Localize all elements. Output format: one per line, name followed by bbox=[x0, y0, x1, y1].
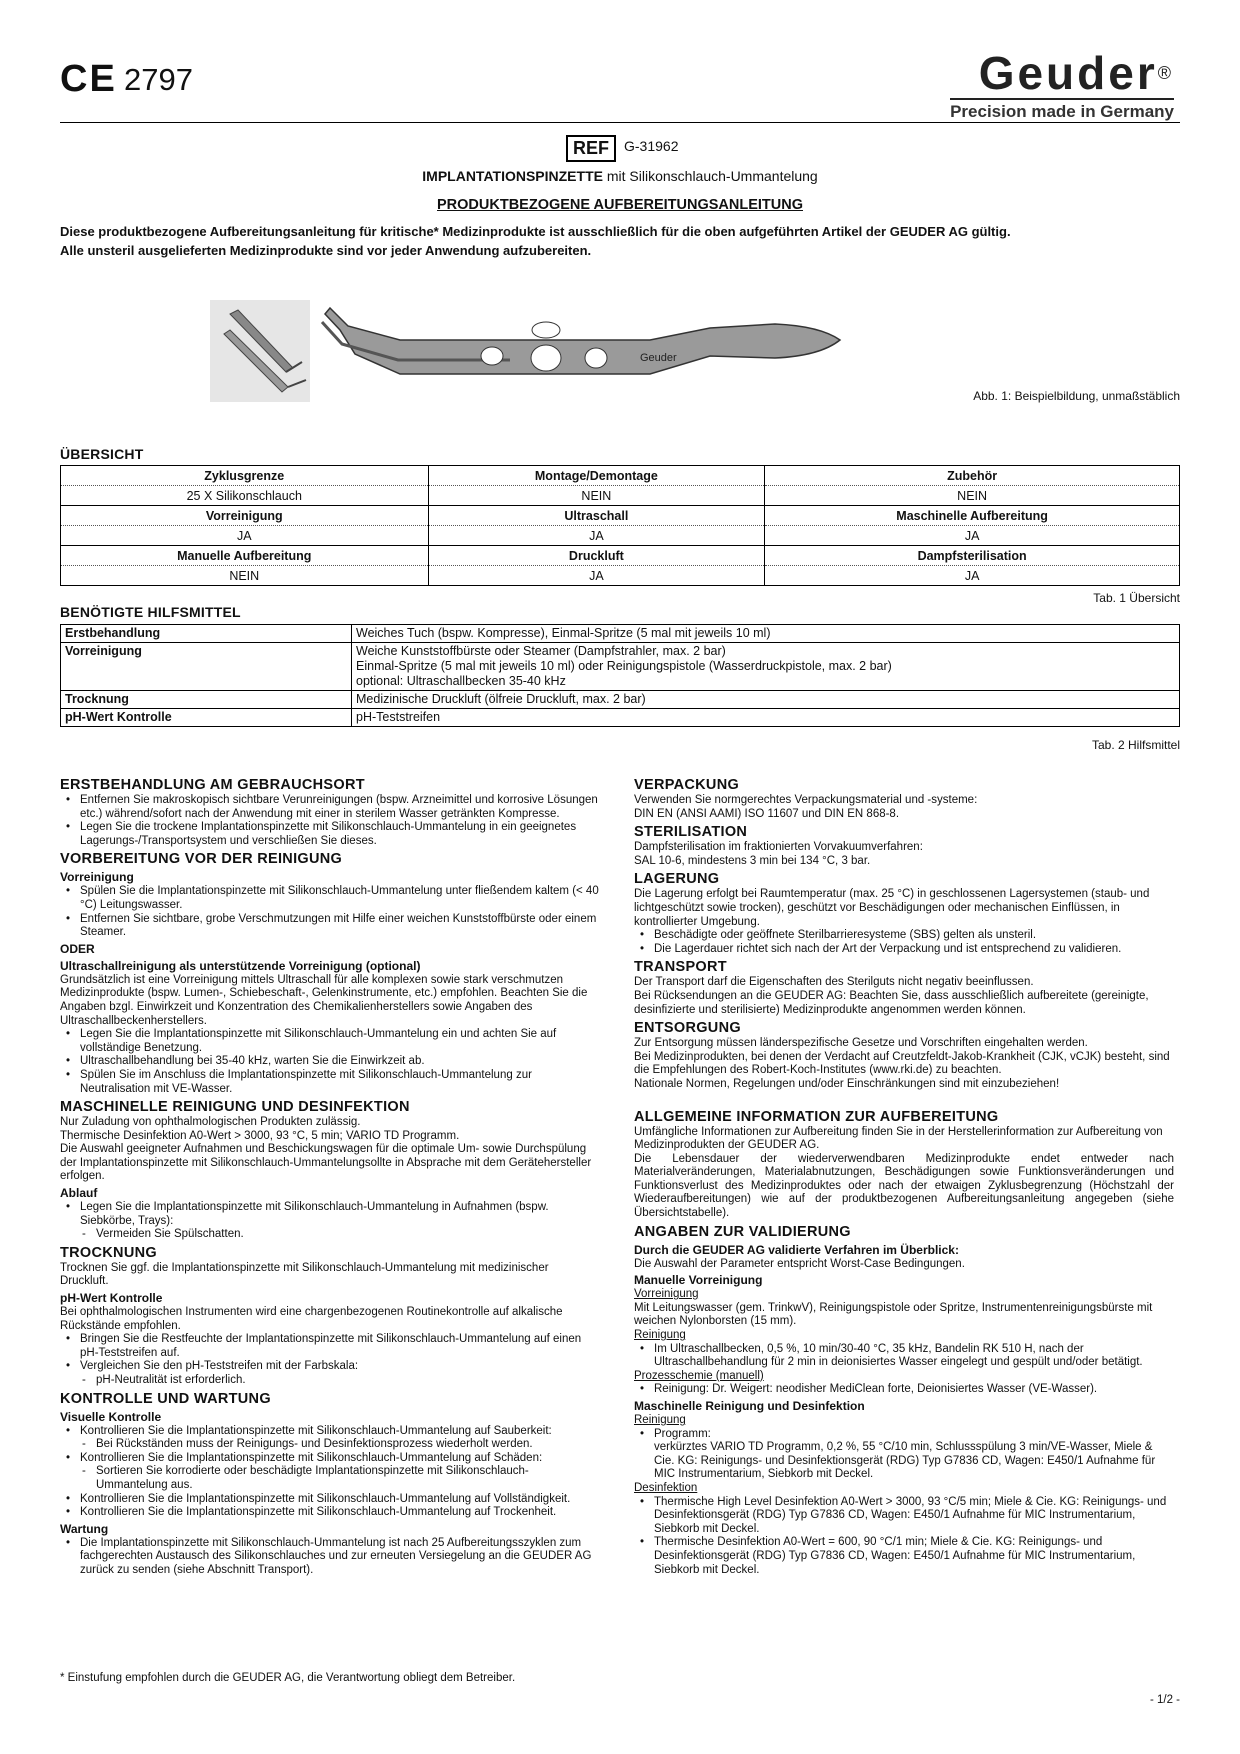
notified-body-number: 2797 bbox=[124, 62, 193, 97]
paragraph: Umfängliche Informationen zur Aufbereitung finden Sie in der Herstellerinformation zur Aufbereitung von Medizinprodukten der GEUDER AG. bbox=[634, 1125, 1163, 1152]
table-head: Zubehör bbox=[765, 466, 1180, 486]
section-title: TRANSPORT bbox=[634, 959, 727, 976]
paragraph: Mit Leitungswasser (gem. TrinkwV), Reinigungspistole oder Spritze, Instrumentenreinigungsbürste mit weichen Nylonborsten (15 mm). bbox=[634, 1301, 1153, 1328]
table-cell: JA bbox=[765, 526, 1180, 546]
bullet-list bbox=[60, 1493, 600, 1520]
subsection-title: Maschinelle Reinigung und Desinfektion bbox=[634, 1399, 865, 1413]
page-number: - 1/2 - bbox=[1149, 1694, 1180, 1706]
overview-table bbox=[60, 465, 1180, 586]
list-item: - Bei Rückständen muss der Reinigungs- und Desinfektionsprozess wiederholt werden. bbox=[96, 1438, 600, 1452]
product-name-rest: mit Silikonschlauch-Ummantelung bbox=[602, 168, 818, 184]
list-item-label: Programm: bbox=[654, 1427, 711, 1440]
left-column bbox=[60, 774, 600, 1578]
product-name bbox=[0, 168, 1240, 184]
section-title: KONTROLLE UND WARTUNG bbox=[60, 1390, 271, 1407]
header-divider bbox=[60, 122, 1180, 123]
list-item: • Spülen Sie im Anschluss die Implantationspinzette mit Silikonschlauch-Ummantelung zur Neutralisation mit VE-Wasser. bbox=[80, 1069, 600, 1096]
list-item: • Spülen Sie die Implantationspinzette mit Silikonschlauch-Ummantelung unter fließendem kaltem (< 40 °C) Leitungswasser. bbox=[80, 885, 600, 912]
footnote: * Einstufung empfohlen durch die GEUDER AG, die Verantwortung obliegt dem Betreiber. bbox=[60, 1672, 516, 1684]
table-key: Vorreinigung bbox=[61, 643, 352, 691]
paragraph: Bei ophthalmologischen Instrumenten wird eine chargenbezogenen Routinekontrolle auf alkalische Rückstände empfohlen. bbox=[60, 1306, 563, 1332]
cell-line: Weiche Kunststoffbürste oder Steamer (Dampfstrahler, max. 2 bar) bbox=[356, 644, 726, 658]
table-cell: Weiches Tuch (bspw. Kompresse), Einmal-Spritze (5 mal mit jeweils 10 ml) bbox=[352, 625, 1180, 643]
list-item: • Kontrollieren Sie die Implantationspinzette mit Silikonschlauch-Ummantelung auf Trockenheit. bbox=[80, 1506, 600, 1520]
list-item: • Die Implantationspinzette mit Silikonschlauch-Ummantelung ist nach 25 Aufbereitungsszyklen zum fachgerechten Austausch des Silikonschlauches und zur erneuten Versiegelung an die GEUDER AG zurück zu senden (siehe Abschnitt Transport). bbox=[80, 1537, 600, 1578]
list-item: - pH-Neutralität ist erforderlich. bbox=[96, 1374, 600, 1388]
table-row bbox=[61, 486, 1180, 506]
table-cell: JA bbox=[428, 566, 765, 586]
table-head: Druckluft bbox=[428, 546, 765, 566]
table-caption: Tab. 2 Hilfsmittel bbox=[1091, 738, 1180, 752]
section-title: ANGABEN ZUR VALIDIERUNG bbox=[634, 1223, 851, 1240]
list-item bbox=[654, 1428, 1174, 1482]
list-item: • Thermische High Level Desinfektion A0-Wert > 3000, 93 °C/5 min; Miele & Cie. KG: Reinigungs- und Desinfektionsgerät (RDG) Typ G7836 CD, Wagen: E450/1 Aufnahme für MIC Instrumentarium, Siebkorb mit Deckel. bbox=[654, 1496, 1174, 1537]
registered-mark: ® bbox=[1157, 63, 1174, 83]
paragraph: Die Auswahl geeigneter Aufnahmen und Beschickungswagen für die optimale Um- sowie Durchspülung der Implantationspinzette mit Silikonschlauch-Ummantelungsollte in Absprache mit dem Gerätehersteller erfolgen. bbox=[60, 1143, 592, 1183]
section-title: MASCHINELLE REINIGUNG UND DESINFEKTION bbox=[60, 1099, 410, 1116]
intro-text bbox=[60, 222, 1180, 260]
paragraph: Nationale Normen, Regelungen und/oder Einschränkungen sind mit einzubeziehen! bbox=[634, 1077, 1060, 1090]
list-item-detail: verkürztes VARIO TD Programm, 0,2 %, 55 °C/10 min, Schlussspülung 3 min/VE-Wasser, Miele & Cie. KG: Reinigungs- und Desinfektionsgerät (RDG) Typ G7836 CD, Wagen: E450/1 Aufnahme für MIC Instrumentarium, Siebkorb mit Deckel. bbox=[654, 1441, 1156, 1481]
dash-list bbox=[60, 1228, 600, 1242]
section-title: ALLGEMEINE INFORMATION ZUR AUFBEREITUNG bbox=[634, 1108, 999, 1125]
forceps-body bbox=[325, 308, 840, 374]
list-item: • Entfernen Sie makroskopisch sichtbare Verunreinigungen (bspw. Arzneimittel und korrosive Lösungen etc.) während/sofort nach der Anwendung mit einer in sterilem Wasser getränkten Kompresse. bbox=[80, 794, 600, 821]
forceps-hole bbox=[531, 345, 561, 371]
table-row bbox=[61, 526, 1180, 546]
table-cell: NEIN bbox=[765, 486, 1180, 506]
bullet-list bbox=[634, 1428, 1174, 1482]
list-item: • Legen Sie die trockene Implantationspinzette mit Silikonschlauch-Ummantelung in ein geeignetes Lagerungs-/Transportsystem und verschließen Sie dieses. bbox=[80, 821, 600, 848]
table-head: Dampfsterilisation bbox=[765, 546, 1180, 566]
section-title: VERPACKUNG bbox=[634, 777, 740, 793]
list-item: - Sortieren Sie korrodierte oder beschädigte Implantationspinzette mit Silikonschlauch-Ummantelung aus. bbox=[96, 1465, 600, 1492]
table-head: Montage/Demontage bbox=[428, 466, 765, 486]
intro-line: Diese produktbezogene Aufbereitungsanleitung für kritische* Medizinprodukte ist ausschließlich für die oben aufgeführten Artikel der GEUDER AG gültig. bbox=[60, 224, 1011, 239]
subsection-title: Wartung bbox=[60, 1521, 109, 1536]
table-key: Trocknung bbox=[61, 691, 352, 709]
table-row bbox=[61, 691, 1180, 709]
table-cell bbox=[352, 643, 1180, 691]
table-row bbox=[61, 566, 1180, 586]
cell-line: optional: Ultraschallbecken 35-40 kHz bbox=[356, 674, 566, 688]
table-row bbox=[61, 546, 1180, 566]
ref-symbol: REF bbox=[566, 135, 616, 162]
list-item: • Entfernen Sie sichtbare, grobe Verschmutzungen mit Hilfe einer weichen Kunststoffbürste oder einem Steamer. bbox=[80, 913, 600, 940]
table-caption: Tab. 1 Übersicht bbox=[1093, 591, 1180, 605]
underlined-label: Prozesschemie (manuell) bbox=[634, 1369, 764, 1382]
spacer bbox=[634, 1092, 1174, 1106]
list-item: • Reinigung: Dr. Weigert: neodisher MediClean forte, Deionisiertes Wasser (VE-Wasser). bbox=[654, 1383, 1174, 1397]
brand-tagline: Precision made in Germany bbox=[950, 98, 1174, 122]
subsection-title: Durch die GEUDER AG validierte Verfahren im Überblick: bbox=[634, 1242, 959, 1257]
paragraph: Grundsätzlich ist eine Vorreinigung mittels Ultraschall für alle komplexen sowie stark verschmutzen Medizinprodukte (bspw. Lumen-, Schiebeschaft-, Gelenkinstrumente, etc.) empfohlen. Beachten Sie die Angaben bzgl. Einwirkzeit und Konzentration des Chemikalienherstellers sowie Angaben des Ultraschallbeckenherstellers. bbox=[60, 973, 588, 1027]
bullet-list bbox=[60, 1452, 600, 1466]
subsection-title: Visuelle Kontrolle bbox=[60, 1409, 162, 1424]
dash-list bbox=[60, 1374, 600, 1388]
bullet-list bbox=[60, 794, 600, 848]
bullet-list bbox=[634, 1343, 1174, 1370]
section-title: ENTSORGUNG bbox=[634, 1020, 741, 1037]
list-item: • Kontrollieren Sie die Implantationspinzette mit Silikonschlauch-Ummantelung auf Vollständigkeit. bbox=[80, 1493, 600, 1507]
paragraph: Der Transport darf die Eigenschaften des Sterilguts nicht negativ beeinflussen. bbox=[634, 976, 1034, 989]
table-cell: NEIN bbox=[428, 486, 765, 506]
subsection-title: ODER bbox=[60, 941, 95, 956]
intro-line: Alle unsteril ausgelieferten Medizinprodukte sind vor jeder Anwendung aufzubereiten. bbox=[60, 243, 592, 258]
paragraph: Bei Rücksendungen an die GEUDER AG: Beachten Sie, dass ausschließlich aufbereitete (gereinigte, desinfizierte und sterilisierte) Medizinprodukte angenommen werden können. bbox=[634, 989, 1149, 1016]
tip-detail-box bbox=[210, 300, 310, 402]
section-title: STERILISATION bbox=[634, 824, 748, 841]
table-head: Ultraschall bbox=[428, 506, 765, 526]
bullet-list bbox=[60, 885, 600, 939]
table-cell: JA bbox=[428, 526, 765, 546]
table-cell: pH-Teststreifen bbox=[352, 709, 1180, 727]
product-name-bold: IMPLANTATIONSPINZETTE bbox=[422, 168, 603, 184]
table-cell: Medizinische Druckluft (ölfreie Druckluft, max. 2 bar) bbox=[352, 691, 1180, 709]
ce-mark: CE bbox=[60, 58, 117, 100]
forceps-hole bbox=[585, 348, 607, 368]
list-item: • Ultraschallbehandlung bei 35-40 kHz, warten Sie die Einwirkzeit ab. bbox=[80, 1055, 600, 1069]
table-head: Vorreinigung bbox=[61, 506, 429, 526]
dash-list bbox=[60, 1438, 600, 1452]
bullet-list bbox=[634, 929, 1174, 956]
underlined-label: Reinigung bbox=[634, 1414, 686, 1426]
brand-name: Geuder bbox=[978, 47, 1158, 99]
table-cell: 25 X Silikonschlauch bbox=[61, 486, 429, 506]
section-title: VORBEREITUNG VOR DER REINIGUNG bbox=[60, 851, 343, 868]
paragraph: Zur Entsorgung müssen länderspezifische Gesetze und Vorschriften eingehalten werden. bbox=[634, 1037, 1088, 1050]
bullet-list bbox=[60, 1028, 600, 1096]
instrument-figure bbox=[210, 300, 950, 410]
bullet-list bbox=[634, 1383, 1174, 1397]
table-row bbox=[61, 466, 1180, 486]
list-item: • Legen Sie die Implantationspinzette mit Silikonschlauch-Ummantelung ein und achten Sie auf vollständige Benetzung. bbox=[80, 1028, 600, 1055]
paragraph: Die Lebensdauer der wiederverwendbaren Medizinprodukte endet entweder nach Materialveränderungen, Materialabnutzungen, Beschädigungen sowie Funktionsveränderungen und Funktionsverlust des Medizinproduktes oder nach der etwaigen Zyklusbegrenzung (Höchstzahl der Wiederaufbereitungen) wie auf der produktbezogenen Aufbereitungsanleitung angegeben (siehe Übersichtstabelle). bbox=[634, 1152, 1174, 1220]
table-row bbox=[61, 643, 1180, 691]
hilfsmittel-title: BENÖTIGTE HILFSMITTEL bbox=[60, 604, 241, 620]
section-title: LAGERUNG bbox=[634, 871, 720, 888]
overview-title: ÜBERSICHT bbox=[60, 446, 144, 462]
paragraph: Die Auswahl der Parameter entspricht Worst-Case Bedingungen. bbox=[634, 1257, 965, 1270]
paragraph: Nur Zuladung von ophthalmologischen Produkten zulässig. bbox=[60, 1116, 361, 1129]
list-item: • Beschädigte oder geöffnete Sterilbarrieresysteme (SBS) gelten als unsteril. bbox=[654, 929, 1174, 943]
table-row bbox=[61, 506, 1180, 526]
list-item: • Thermische Desinfektion A0-Wert = 600, 90 °C/1 min; Miele & Cie. KG: Reinigungs- und Desinfektionsgerät (RDG) Typ G7836 CD, Wagen: E450/1 Aufnahme für MIC Instrumentarium, Siebkorb mit Deckel. bbox=[654, 1536, 1174, 1577]
bullet-list bbox=[60, 1425, 600, 1439]
list-item: • Die Lagerdauer richtet sich nach der Art der Verpackung und ist entsprechend zu validieren. bbox=[654, 943, 1174, 957]
document-title: PRODUKTBEZOGENE AUFBEREITUNGSANLEITUNG bbox=[437, 197, 803, 213]
ref-number: G-31962 bbox=[624, 138, 679, 154]
paragraph: SAL 10-6, mindestens 3 min bei 134 °C, 3 bar. bbox=[634, 854, 871, 867]
subsection-title: Manuelle Vorreinigung bbox=[634, 1273, 763, 1288]
bullet-list bbox=[60, 1537, 600, 1578]
subsection-title: pH-Wert Kontrolle bbox=[60, 1291, 163, 1306]
table-head: Manuelle Aufbereitung bbox=[61, 546, 429, 566]
list-item: - Vermeiden Sie Spülschatten. bbox=[96, 1228, 600, 1242]
list-item: • Im Ultraschallbecken, 0,5 %, 10 min/30-40 °C, 35 kHz, Bandelin RK 510 H, nach der Ultraschallbehandlung für 2 min in deionisiertes Wasser eingelegt und gespült und/oder betätigt. bbox=[654, 1343, 1174, 1370]
table-key: Erstbehandlung bbox=[61, 625, 352, 643]
bullet-list bbox=[60, 1333, 600, 1374]
list-item: • Bringen Sie die Restfeuchte der Implantationspinzette mit Silikonschlauch-Ummantelung auf einen pH-Teststreifen auf. bbox=[80, 1333, 600, 1360]
table-head: Zyklusgrenze bbox=[61, 466, 429, 486]
forceps-brand-mark: Geuder bbox=[640, 352, 677, 364]
forceps-hole bbox=[481, 347, 503, 365]
table-key: pH-Wert Kontrolle bbox=[61, 709, 352, 727]
paragraph: Dampfsterilisation im fraktionierten Vorvakuumverfahren: bbox=[634, 841, 923, 854]
paragraph: DIN EN (ANSI AAMI) ISO 11607 und DIN EN 868-8. bbox=[634, 807, 900, 820]
table-cell: NEIN bbox=[61, 566, 429, 586]
underlined-label: Reinigung bbox=[634, 1329, 686, 1342]
table-cell: JA bbox=[765, 566, 1180, 586]
underlined-label: Desinfektion bbox=[634, 1481, 698, 1494]
cell-line: Einmal-Spritze (5 mal mit jeweils 10 ml) oder Reinigungspistole (Wasserdruckpistole, max. 2 bar) bbox=[356, 659, 892, 673]
subsection-title: Vorreinigung bbox=[60, 870, 134, 885]
figure-caption: Abb. 1: Beispielbildung, unmaßstäblich bbox=[973, 389, 1180, 403]
table-row bbox=[61, 625, 1180, 643]
table-row bbox=[61, 709, 1180, 727]
dash-list bbox=[60, 1465, 600, 1492]
paragraph: Thermische Desinfektion A0-Wert > 3000, 93 °C, 5 min; VARIO TD Programm. bbox=[60, 1129, 460, 1142]
underlined-label: Vorreinigung bbox=[634, 1288, 699, 1301]
section-title: ERSTBEHANDLUNG AM GEBRAUCHSORT bbox=[60, 777, 365, 793]
paragraph: Die Lagerung erfolgt bei Raumtemperatur (max. 25 °C) in geschlossenen Lagersystemen (staub- und lichtgeschützt sowie trocken), geschützt vor Beschädigungen oder mechanischen Einflüssen, in kontrollierter Umgebung. bbox=[634, 888, 1150, 928]
hilfsmittel-table bbox=[60, 624, 1180, 727]
brand-logo bbox=[950, 47, 1174, 122]
forceps-hole bbox=[532, 322, 560, 338]
list-item: • Kontrollieren Sie die Implantationspinzette mit Silikonschlauch-Ummantelung auf Sauberkeit: bbox=[80, 1425, 600, 1439]
list-item: • Vergleichen Sie den pH-Teststreifen mit der Farbskala: bbox=[80, 1360, 600, 1374]
list-item: • Legen Sie die Implantationspinzette mit Silikonschlauch-Ummantelung in Aufnahmen (bspw. Siebkörbe, Trays): bbox=[80, 1201, 600, 1228]
bullet-list bbox=[634, 1496, 1174, 1578]
right-column bbox=[634, 774, 1174, 1577]
subsection-title: Ablauf bbox=[60, 1186, 98, 1201]
list-item: • Kontrollieren Sie die Implantationspinzette mit Silikonschlauch-Ummantelung auf Schäden: bbox=[80, 1452, 600, 1466]
paragraph: Bei Medizinprodukten, bei denen der Verdacht auf Creutzfeldt-Jakob-Krankheit (CJK, vCJK) besteht, sind die Empfehlungen des Robert-Koch-Institutes (www.rki.de) zu beachten. bbox=[634, 1050, 1170, 1077]
subsection-title: Ultraschallreinigung als unterstützende Vorreinigung (optional) bbox=[60, 958, 421, 973]
section-title: TROCKNUNG bbox=[60, 1244, 157, 1261]
table-head: Maschinelle Aufbereitung bbox=[765, 506, 1180, 526]
bullet-list bbox=[60, 1201, 600, 1228]
paragraph: Verwenden Sie normgerechtes Verpackungsmaterial und -systeme: bbox=[634, 794, 978, 806]
table-cell: JA bbox=[61, 526, 429, 546]
paragraph: Trocknen Sie ggf. die Implantationspinzette mit Silikonschlauch-Ummantelung mit medizinischer Druckluft. bbox=[60, 1261, 549, 1288]
